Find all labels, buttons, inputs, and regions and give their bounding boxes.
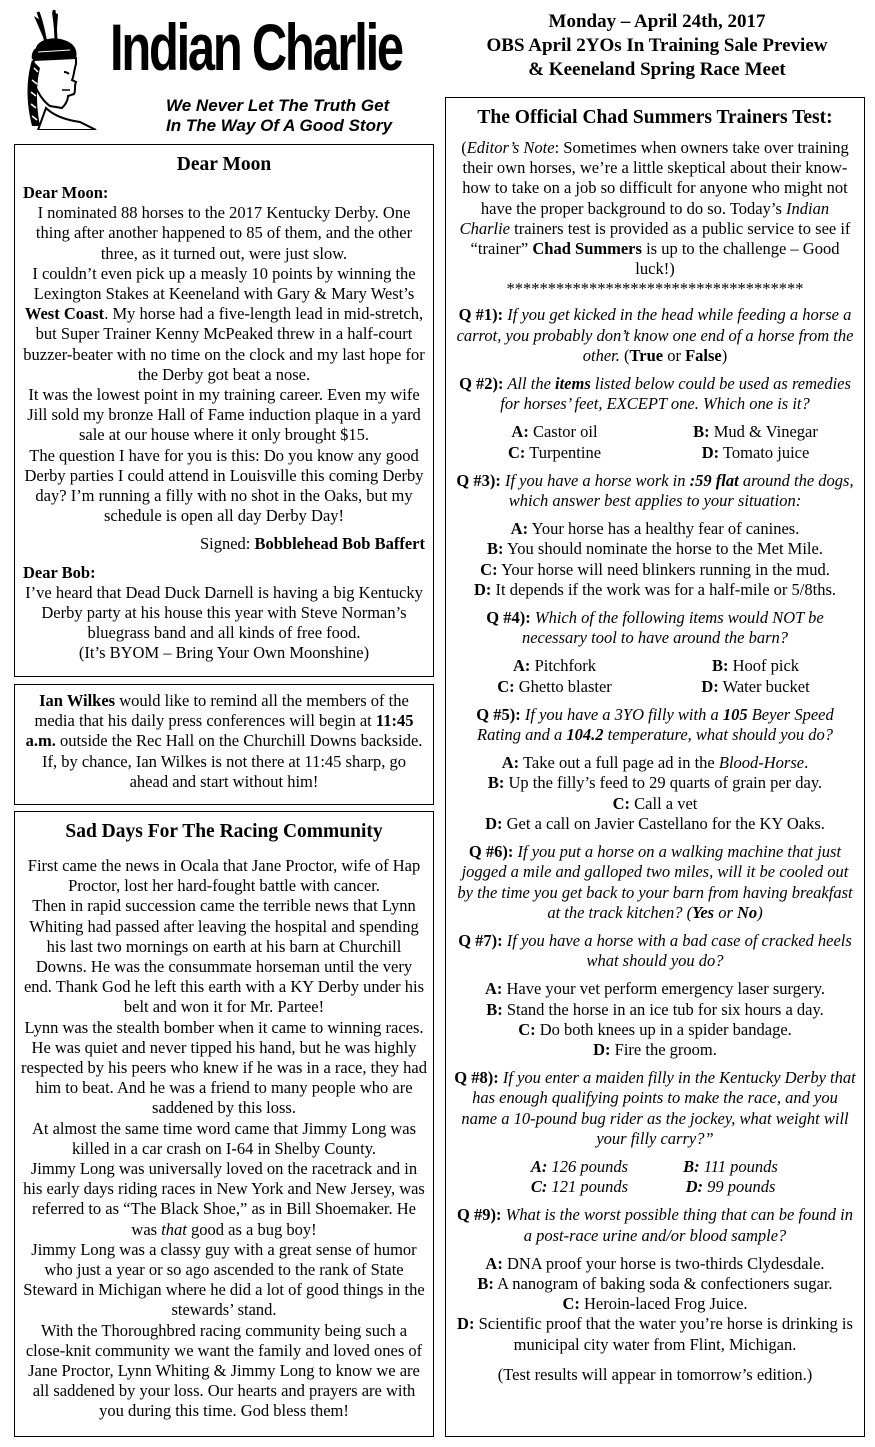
question-label: Q #6): [468,842,514,862]
question-emphasis: 104.2 [566,725,604,745]
answer-grid-8 [454,1157,856,1197]
question-label: Q #1): [458,305,504,325]
trainers-test-title: The Official Chad Summers Trainers Test: [477,107,833,128]
answer-text: 111 pounds [699,1156,778,1176]
question-text: All the [503,374,556,394]
answer-text: Ghetto blaster [514,676,612,696]
trainers-test-body [446,138,864,1385]
answer-option [454,539,856,559]
tagline-line-1: We Never Let The Truth Get [166,96,390,115]
answer-letter: C: [497,676,515,696]
question-text: If you enter a maiden filly in the Kentucky Derby that has enough qualifying points to make the race, and you name a 10-pound bug rider as the jockey, what weight will your filly carry?” [461,1068,856,1148]
answer-option [655,656,856,676]
letter-signature [23,534,425,554]
question-text: ) [757,902,763,922]
answer-option [454,753,856,773]
answer-option [655,677,856,697]
answer-option [454,519,856,539]
note-label: Editor’s Note [466,138,555,157]
press-time: 11:45 a.m. [25,711,414,751]
answer-letter: D: [593,1039,611,1059]
answer-text: Water bucket [718,676,810,696]
question-label: Q #5): [476,704,521,724]
question-text: Which of the following items would NOT be necessary tool to have around the barn? [521,608,824,648]
article-paragraph: Lynn was the stealth bomber when it came to winning races. He was quiet and never tipped his hand, but he was highly respected by his peers who knew if he was in a race, they had him to beat. And he was a friend to many people who are saddened by this loss. [21,1017,427,1118]
answer-grid-2 [454,422,856,462]
answer-option [454,1000,856,1020]
answer-option [504,1157,655,1177]
answer-letter: A: [510,519,529,539]
answer-option [454,814,856,834]
question-9 [454,1205,856,1245]
edition-header [448,10,866,82]
question-8 [454,1068,856,1149]
trainer-name: Chad Summers [532,239,642,259]
answer-text: Heroin-laced Frog Juice. [579,1294,748,1314]
note-text: ( [461,138,467,157]
article-paragraph: Then in rapid succession came the terrible news that Lynn Whiting had passed after leaving the hospital and spending his last two mornings on earth at his barn at Churchill Downs. He was the consummate horseman until the very end. Thank God he left this earth with a KY Derby under his belt and won it for Mr. Partee! [23,896,425,1017]
answer-text: Stand the horse in an ice tub for six hours a day. [502,999,824,1019]
article-text: good as a bug boy! [186,1219,317,1239]
article-paragraph: With the Thoroughbred racing community being such a close-knit community we want the family and loved ones of Jane Proctor, Lynn Whiting & Jimmy Long to know we are all saddened by your loss. Our hearts and prayers are with you during this time. God bless them! [25,1320,423,1421]
edition-date: Monday – April 24th, 2017 [548,11,766,32]
question-3 [454,471,856,511]
question-text: What is the worst possible thing that can be found in a post-race urine and/or blood sample? [501,1205,853,1245]
question-text: around the dogs, which answer best applies to your situation: [508,470,854,511]
answer-letter: C: [612,793,631,813]
answer-option [655,443,856,463]
publication-name: Blood-Horse [718,753,805,773]
answer-letter: B: [711,656,729,676]
answer-text: Pitchfork [530,656,596,676]
answer-letter: C: [507,442,526,462]
question-4 [454,608,856,648]
question-label: Q #2): [459,374,504,394]
answer-text: Hoof pick [728,656,800,676]
answer-option [454,656,655,676]
publication-name: Indian Charlie [459,198,830,238]
dear-moon-body [15,183,433,664]
question-text: or [663,345,686,365]
answer-option [655,1177,806,1197]
trainer-name: Ian Wilkes [39,691,116,710]
answer-text: Mud & Vinegar [709,422,818,442]
question-text: listed below could be used as remedies for horses’ feet, EXCEPT one. Which one is it? [500,374,851,414]
answer-option [655,422,856,442]
tagline [166,96,392,136]
letter-text: I couldn’t even pick up a measly 10 points by winning the Lexington Stakes at Keeneland with Gary & Mary West’s [32,263,416,304]
note-text: : Sometimes when owners take over training their own horses, we’re a little skeptical about their know-how to take on a job so difficult for anyone who might not have the proper background to do so. Today’s [462,138,849,218]
answer-text: Scientific proof that the water you’re horse is drinking is municipal city water from Flint, Michigan. [474,1314,853,1354]
answer-option [454,1020,856,1040]
answer-text: Up the filly’s feed to 29 quarts of grain per day. [504,773,823,793]
signer-name: Bobblehead Bob Baffert [254,534,425,554]
reply-paragraph: I’ve heard that Dead Duck Darnell is having a big Kentucky Derby party at his house this year with Steve Norman’s bluegrass band and all kinds of free food. [25,582,423,643]
answer-letter: B: [487,539,504,559]
answer-text: Tomato juice [719,442,810,462]
option-false: False [685,345,722,365]
answer-list-5 [454,753,856,834]
answer-text: It depends if the work was for a half-mile or 5/8ths. [491,579,836,599]
answer-option [454,677,655,697]
note-text: is up to the challenge – Good luck!) [635,239,840,279]
letter-paragraph: I nominated 88 horses to the 2017 Kentucky Derby. One thing after another happened to 85 of them, and the other three, as it turned out, were just slow. [35,203,413,263]
answer-letter: A: [511,422,529,442]
answer-text: Castor oil [528,422,598,442]
answer-text: Get a call on Javier Castellano for the KY Oaks. [502,813,825,833]
dear-moon-title: Dear Moon [176,154,272,175]
ian-text: outside the Rec Hall on the Churchill Downs backside. If, by chance, Ian Wilkes is not there at 11:45 sharp, go ahead and start without him! [41,731,423,791]
article-paragraph [21,1159,427,1240]
answer-text: Take out a full page ad in the [519,753,719,773]
question-text: If you get kicked in the head while feeding a horse a carrot, you probably don’t know one end of a horse from the other. [456,305,854,365]
option-yes: Yes [692,902,715,922]
test-results-note: (Test results will appear in tomorrow’s edition.) [497,1364,813,1384]
answer-letter: C: [518,1019,536,1039]
question-text: temperature, what should you do? [603,725,833,745]
question-text: If you put a horse on a walking machine that just jogged a mile and galloped two miles, will it be cooled out by the time you get back to your barn from having breakfast at the track kitchen? ( [457,842,853,922]
asterisk-divider: ************************************ [506,279,804,299]
question-label: Q #9): [457,1205,502,1225]
answer-text: 99 pounds [703,1177,776,1197]
publication-title: Indian Charlie [110,10,402,84]
question-emphasis: :59 flat [689,470,739,490]
sad-days-body [15,856,433,1422]
article-paragraph: Jimmy Long was a classy guy with a great sense of humor who just a year or so ago ascended to the rank of State Steward in Michigan where he did a lot of good things in the stewards’ stand. [23,1239,425,1320]
answer-letter: D: [457,1314,475,1334]
question-text: ( [619,345,630,365]
answer-letter: A: [530,1156,548,1176]
answer-list-9 [454,1254,856,1355]
answer-text: A nanogram of baking soda & confectioners sugar. [493,1273,833,1293]
question-1 [454,305,856,366]
ian-wilkes-text [15,685,433,792]
answer-grid-4 [454,656,856,696]
answer-letter: B: [486,999,503,1019]
question-emphasis: 105 [722,704,748,724]
dear-moon-salutation: Dear Moon: [23,183,109,202]
answer-letter: D: [701,442,720,462]
sad-days-box [14,811,434,1437]
question-6 [454,842,856,923]
answer-text: Your horse will need blinkers running in the mud. [497,559,830,579]
answer-option [454,1254,856,1274]
answer-letter: D: [474,579,492,599]
article-emphasis: that [161,1219,187,1239]
answer-option [655,1157,806,1177]
answer-text: DNA proof your horse is two-thirds Clydesdale. [502,1253,825,1273]
answer-letter: D: [701,676,719,696]
answer-option [454,1040,856,1060]
answer-letter: C: [530,1177,548,1197]
answer-option [454,443,655,463]
answer-letter: C: [480,559,498,579]
answer-option [454,1274,856,1294]
trainers-test-box [445,97,865,1437]
answer-letter: A: [485,1253,503,1273]
edition-line-2: OBS April 2YOs In Training Sale Preview [486,35,828,56]
sad-days-title: Sad Days For The Racing Community [65,821,383,842]
masthead [12,6,436,140]
answer-letter: D: [685,1177,703,1197]
answer-text: . [804,753,809,773]
reply-paragraph: (It’s BYOM – Bring Your Own Moonshine) [78,643,370,663]
question-5 [454,705,856,745]
question-7 [454,931,856,971]
answer-letter: B: [477,1273,494,1293]
indian-head-logo-icon [18,10,98,130]
answer-text: Fire the groom. [610,1039,717,1059]
answer-option [454,560,856,580]
letter-paragraph: It was the lowest point in my training career. Even my wife Jill sold my bronze Hall of Fame induction plaque in a yard sale at our house where it only brought $15. [27,385,421,445]
answer-text: Call a vet [630,793,698,813]
tagline-line-2: In The Way Of A Good Story [166,116,393,135]
reply-salutation: Dear Bob: [23,562,96,582]
letter-paragraph: The question I have for you is this: Do you know any good Derby parties I could attend in Louisville this coming Derby day? I’m running a filly with no shot in the Oaks, but my schedule is open all day Derby Day! [24,445,424,526]
question-emphasis: items [555,374,591,394]
question-label: Q #3): [456,470,501,490]
editors-note [454,138,856,279]
question-2 [454,374,856,414]
letter-paragraph [23,264,425,385]
answer-letter: B: [693,422,710,442]
note-text: trainers test is provided as a public service to see if “trainer” [470,218,851,259]
question-text: or [714,902,738,922]
article-paragraph: At almost the same time word came that Jimmy Long was killed in a car crash on I-64 in Shelby County. [31,1118,416,1158]
article-text: Jimmy Long was universally loved on the racetrack and in his early days riding races in New York and New Jersey, was referred to as “The Black Shoe,” as in Bill Shoemaker. He was [23,1159,425,1239]
answer-letter: D: [485,813,503,833]
answer-letter: A: [513,656,531,676]
answer-letter: A: [501,753,520,773]
answer-text: Have your vet perform emergency laser surgery. [502,979,826,999]
answer-option [454,794,856,814]
answer-option [504,1177,655,1197]
letter-text: . My horse had a five-length lead in mid-stretch, but Super Trainer Kenny McPeaked threw in a half-court buzzer-beater with no time on the clock and my last hope for the Derby got beat a nose. [23,304,425,384]
answer-letter: C: [562,1294,580,1314]
article-paragraph: First came the news in Ocala that Jane Proctor, wife of Hap Proctor, lost her hard-fought battle with cancer. [27,856,421,896]
option-no: No [737,902,758,922]
answer-list-7 [454,979,856,1060]
dear-moon-box [14,144,434,677]
question-label: Q #8): [454,1068,499,1088]
answer-text: 121 pounds [547,1177,629,1197]
option-true: True [629,345,664,365]
answer-option [454,773,856,793]
answer-text: 126 pounds [547,1156,629,1176]
ian-wilkes-box [14,684,434,805]
answer-text: Turpentine [525,442,602,462]
question-text: If you have a 3YO filly with a [520,704,723,724]
question-text: If you have a horse work in [500,470,690,490]
answer-text: You should nominate the horse to the Met Mile. [503,539,823,559]
ian-text: would like to remind all the members of the media that his daily press conferences will begin at [34,691,409,731]
question-label: Q #7): [458,930,503,950]
answer-letter: A: [484,979,503,999]
answer-option [454,979,856,999]
signed-label: Signed: [199,534,255,554]
answer-text: Do both knees up in a spider bandage. [535,1019,792,1039]
answer-option [454,422,655,442]
horse-name: West Coast [24,304,105,324]
answer-option [454,1294,856,1314]
answer-list-3 [454,519,856,600]
edition-line-3: & Keeneland Spring Race Meet [528,59,786,80]
answer-text: Your horse has a healthy fear of canines. [528,519,800,539]
question-text: If you have a horse with a bad case of cracked heels what should you do? [502,930,852,971]
answer-option [454,580,856,600]
answer-letter: B: [487,773,505,793]
question-text: ) [721,345,728,365]
answer-letter: B: [683,1156,700,1176]
answer-option [454,1314,856,1354]
question-label: Q #4): [486,608,531,628]
question-text: Beyer Speed Rating and a [477,704,834,745]
